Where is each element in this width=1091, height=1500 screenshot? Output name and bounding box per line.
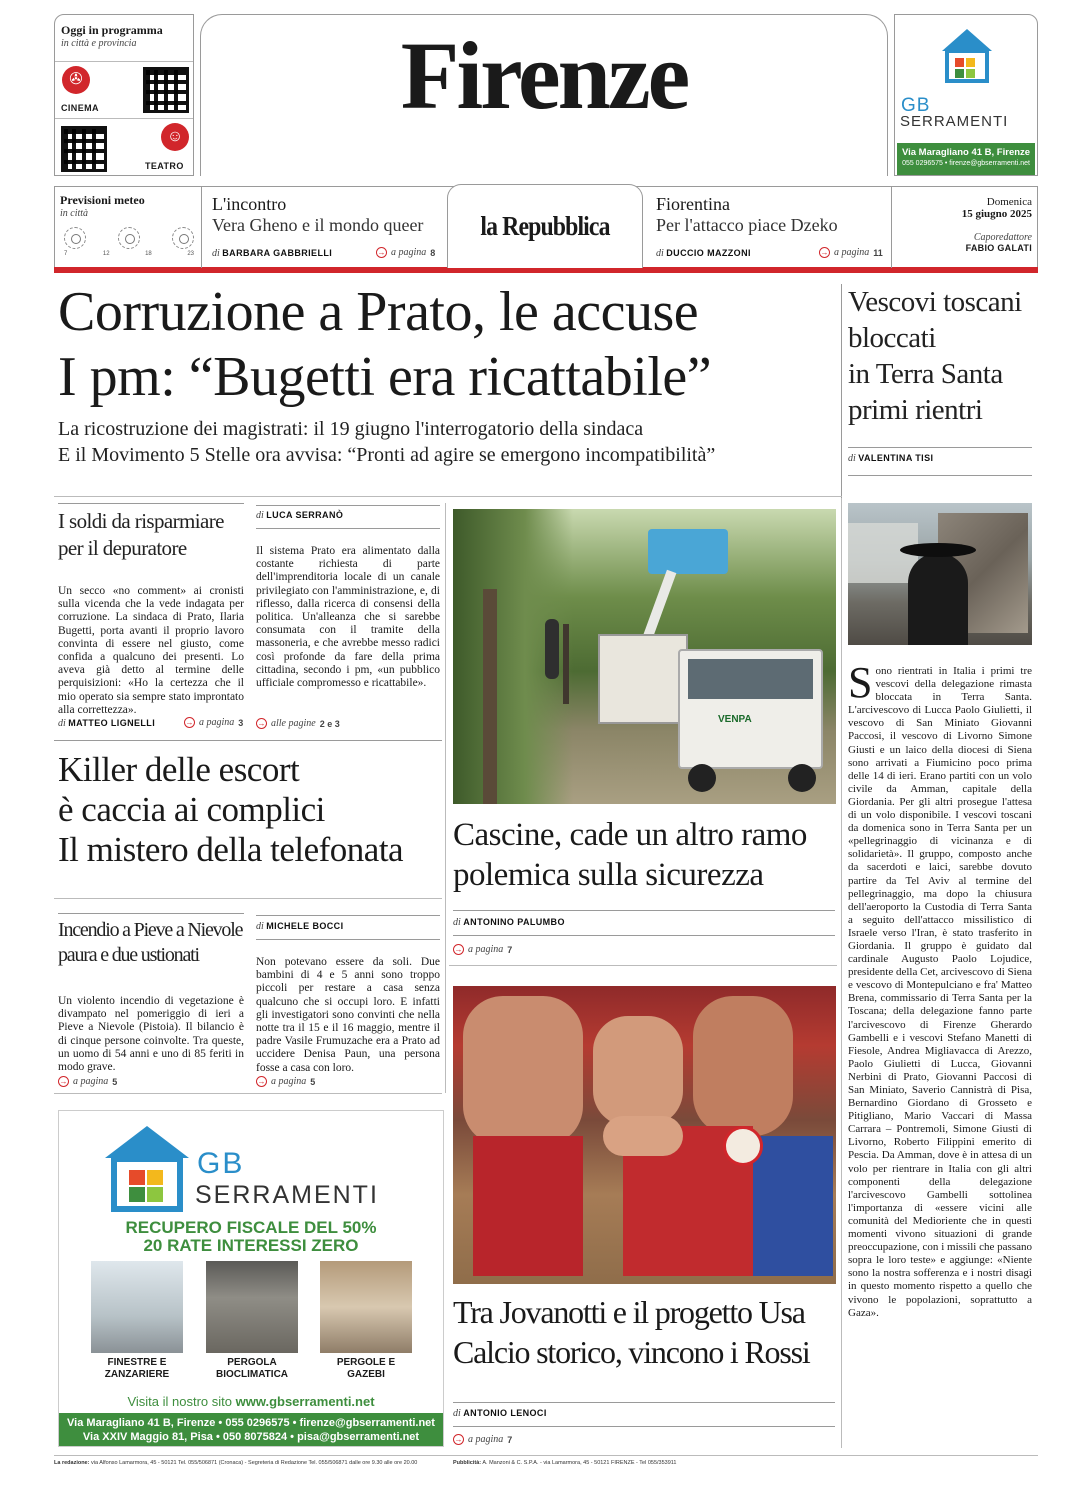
ad-top-brand-gb: GB xyxy=(901,95,931,116)
page-ref-label: a pagina xyxy=(391,247,427,258)
meteo-title: Previsioni meteo xyxy=(60,193,145,207)
lead-story[interactable] xyxy=(58,280,838,468)
author-name: BARBARA GABBRIELLI xyxy=(222,248,333,258)
ad-product-image xyxy=(206,1261,298,1353)
meteo-box xyxy=(60,193,196,263)
ad-big-promo-1: RECUPERO FISCALE DEL 50% xyxy=(125,1218,377,1237)
meteo-subtitle: in città xyxy=(60,208,89,219)
byline-prefix: di xyxy=(256,510,264,521)
calcio-headline-1: Tra Jovanotti e il progetto Usa xyxy=(453,1294,805,1330)
byline-prefix: di xyxy=(58,718,66,729)
footer-left-text: via Alfonso Lamarmora, 45 - 50121 Tel. 055/506871 (Cronaca) - Segreteria di Redazione Tel. 055/506871 dalle ore 9.30 alle ore 20.00 xyxy=(90,1460,418,1466)
footer-right-text: A. Manzoni & C. S.P.A. - via Lamarmora, 45 - 50121 FIRENZE - Tel 055/353911 xyxy=(482,1460,677,1466)
author-name: LUCA SERRANÒ xyxy=(266,510,344,520)
calcio-headline-2: Calcio storico, vincono i Rossi xyxy=(453,1334,810,1370)
ad-top-brand-serramenti: SERRAMENTI xyxy=(900,113,1009,130)
ad-product-label: PERGOLE E GAZEBI xyxy=(336,1357,396,1380)
teaser-title: Per l'attacco piace Dzeko xyxy=(656,215,838,235)
ad-big-brand-serramenti: SERRAMENTI xyxy=(195,1181,379,1209)
teatro-label[interactable]: TEATRO xyxy=(145,161,184,171)
lead-subheading-2: E il Movimento 5 Stelle ora avvisa: “Pronti ad agire se emergono incompatibilità” xyxy=(58,444,716,466)
footer-right-label: Pubblicità: xyxy=(453,1460,482,1466)
programma-title: Oggi in programma xyxy=(61,23,163,37)
byline-prefix: di xyxy=(848,453,856,464)
film-reel-icon: ✇ xyxy=(62,66,90,94)
masthead-title: Firenze xyxy=(400,22,688,129)
meteo-hour: 7 xyxy=(64,251,68,257)
byline-prefix: di xyxy=(453,1408,461,1419)
arrow-right-icon[interactable]: → xyxy=(257,719,266,728)
caporedattore-label: Caporedattore xyxy=(973,232,1032,243)
page-ref-number: 8 xyxy=(430,247,436,258)
ad-product-label: FINESTRE E ZANZARIERE xyxy=(104,1357,170,1380)
killer-headline-3: Il mistero della telefonata xyxy=(58,830,404,869)
cascine-photo xyxy=(453,509,836,804)
teaser-fiorentina[interactable] xyxy=(656,194,886,259)
page-ref-label: a pagina xyxy=(73,1076,109,1087)
footer-left-label: La redazione: xyxy=(54,1460,90,1466)
author-name: ANTONIO LENOCI xyxy=(463,1408,547,1418)
vescovi-headline-1: Vescovi toscani xyxy=(848,286,1022,318)
page-ref-number: 11 xyxy=(873,247,883,258)
teaser-kicker: L'incontro xyxy=(212,194,287,214)
vescovi-headline-4: primi rientri xyxy=(848,394,983,426)
cascine-headline-2: polemica sulla sicurezza xyxy=(453,857,764,893)
escort-body: Non potevano essere da soli. Due bambini di 4 e 5 anni sono troppo piccoli per restare a casa senza qualcuno che si occupi loro. E infatti gli investigatori sono convinti che nella notte tra il 15 e il 16 maggio, mentre il padre Vasile Frumuzache era a Prato ad uccidere Denisa Paun, una persona fosse a casa con loro. xyxy=(256,956,440,1074)
meteo-hour: 23 xyxy=(187,251,194,257)
page-ref-label: a pagina xyxy=(468,944,504,955)
page-ref-number: 7 xyxy=(507,944,513,955)
arrow-right-icon[interactable]: → xyxy=(257,1077,266,1086)
ad-top[interactable] xyxy=(894,14,1038,176)
ad-big-promo-2: 20 RATE INTERESSI ZERO xyxy=(143,1236,359,1255)
ad-big-brand-gb: GB xyxy=(197,1147,245,1180)
ad-top-address: Via Maragliano 41 B, Firenze xyxy=(901,147,1031,158)
programma-subtitle: in città e provincia xyxy=(61,38,137,49)
cascine-headline-1: Cascine, cade un altro ramo xyxy=(453,817,807,853)
house-logo-icon xyxy=(936,29,998,85)
byline-prefix: di xyxy=(656,248,664,259)
incendio-title[interactable]: Incendio a Pieve a Nievole paura e due ustionati xyxy=(58,919,243,966)
lead-headline-1: Corruzione a Prato, le accuse xyxy=(58,281,699,343)
lead-headline-2: I pm: “Bugetti era ricattabile” xyxy=(58,346,712,408)
page-ref-number: 7 xyxy=(507,1434,513,1445)
weather-sun-icon xyxy=(172,227,194,249)
page-ref-label: a pagina xyxy=(271,1076,307,1087)
depuratore-title[interactable]: I soldi da risparmiare per il depuratore xyxy=(58,509,224,560)
arrow-right-icon: → xyxy=(820,248,829,257)
arrow-right-icon[interactable]: → xyxy=(454,945,463,954)
byline-prefix: di xyxy=(453,917,461,928)
byline-prefix: di xyxy=(256,921,264,932)
ad-visit-prefix: Visita il nostro sito xyxy=(127,1394,232,1409)
theatre-mask-icon: ☺ xyxy=(161,123,189,151)
teaser-title: Vera Gheno e il mondo queer xyxy=(212,215,424,235)
author-name: MATTEO LIGNELLI xyxy=(68,718,156,728)
footer-redazione xyxy=(54,1460,417,1466)
ad-visit-site[interactable]: www.gbserramenti.net xyxy=(235,1394,375,1409)
arrow-right-icon[interactable]: → xyxy=(185,718,194,727)
republica-logo: la Repubblica xyxy=(480,211,610,241)
depuratore-body: Un secco «no comment» ai cronisti sulla vicenda che la vede indagata per corruzione. La sindaca di Prato, Ilaria Bugetti, porta avanti il proprio lavoro convinta di essere nel giusto, come confida a qualcuno dei presenti. Lo aveva già detto al termine delle perquisizioni: «Ho la certezza che il mio operato sia sempre stato improntato alla correttezza». xyxy=(58,585,244,716)
incendio-body: Un violento incendio di vegetazione è divampato nel pomeriggio di ieri a Pieve a Nievole (Pistoia). Il bilancio è di cinque persone coinvolte. Tra queste, un uomo di 54 anni e uno di 85 feriti in modo grave. xyxy=(58,995,244,1074)
meteo-hour: 18 xyxy=(145,251,152,257)
author-name: ANTONINO PALUMBO xyxy=(463,917,565,927)
vescovi-story[interactable] xyxy=(848,284,1034,428)
vescovi-body xyxy=(848,658,1032,1320)
page-ref-number: 5 xyxy=(112,1076,118,1087)
meteo-hour: 12 xyxy=(102,251,110,257)
killer-story[interactable] xyxy=(58,750,442,870)
ad-top-contacts: 055 0296575 • firenze@gbserramenti.net xyxy=(902,160,1030,167)
teaser-kicker: Fiorentina xyxy=(656,194,730,214)
sistema-body: Il sistema Prato era alimentato dalla costante richiesta di parte dell'imprenditoria locale di un canale privilegiato con l'amministrazione, e, di riflesso, dalla ricerca di consensi della politica. Un'alleanza che si sarebbe consumata con il tramite della massoneria, e che avrebbe messo radici così profonde da fare della prima cittadina, secondo i pm, «un pubblico ufficiale compromesso e ricattabile». xyxy=(256,545,440,690)
lead-subheading-1: La ricostruzione dei magistrati: il 19 giugno l'interrogatorio della sindaca xyxy=(58,418,644,440)
arrow-right-icon[interactable]: → xyxy=(59,1077,68,1086)
page-ref-number: 2 e 3 xyxy=(319,718,340,729)
page-ref-number: 3 xyxy=(238,717,244,728)
ad-big[interactable] xyxy=(58,1110,444,1447)
cinema-qr-code[interactable] xyxy=(143,67,189,113)
ad-big-address-2: Via XXIV Maggio 81, Pisa • 050 8075824 • pisa@gbserramenti.net xyxy=(82,1431,420,1443)
house-logo-icon xyxy=(101,1126,193,1216)
weather-sun-icon xyxy=(118,227,140,249)
ad-big-address-1: Via Maragliano 41 B, Firenze • 055 0296575 • firenze@gbserramenti.net xyxy=(67,1417,435,1429)
arrow-right-icon[interactable]: → xyxy=(454,1435,463,1444)
page-ref-label: alle pagine xyxy=(271,718,316,729)
date-day: Domenica xyxy=(986,196,1032,208)
ad-product-image xyxy=(320,1261,412,1353)
masthead-frame xyxy=(200,14,888,176)
calcio-story[interactable] xyxy=(453,1292,837,1372)
author-name: DUCCIO MAZZONI xyxy=(666,248,751,258)
date-box xyxy=(894,196,1032,253)
teatro-qr-code[interactable] xyxy=(61,126,107,172)
author-name: VALENTINA TISI xyxy=(858,453,934,463)
dropcap: S xyxy=(848,658,873,707)
byline-prefix: di xyxy=(212,248,220,259)
cinema-label[interactable]: CINEMA xyxy=(61,103,99,113)
ad-product-label: PERGOLA BIOCLIMATICA xyxy=(215,1357,289,1380)
author-name: MICHELE BOCCI xyxy=(266,921,344,931)
vescovi-headline-3: in Terra Santa xyxy=(848,358,1003,390)
killer-headline-2: è caccia ai complici xyxy=(58,790,325,829)
page-ref-label: a pagina xyxy=(199,717,235,728)
programma-box xyxy=(54,14,194,176)
page-ref-label: a pagina xyxy=(468,1434,504,1445)
calcio-photo xyxy=(453,986,836,1284)
truck-label: VENPA xyxy=(718,714,752,725)
caporedattore-name: FABIO GALATI xyxy=(965,243,1032,253)
page-ref-label: a pagina xyxy=(834,247,870,258)
teaser-incontro[interactable] xyxy=(212,194,442,259)
page-ref-number: 5 xyxy=(310,1076,316,1087)
footer-pubblicita xyxy=(453,1460,676,1466)
vescovi-headline-2: bloccati xyxy=(848,322,936,354)
arrow-right-icon: → xyxy=(377,248,386,257)
killer-headline-1: Killer delle escort xyxy=(58,750,300,789)
weather-sun-icon xyxy=(64,227,86,249)
ad-product-image xyxy=(91,1261,183,1353)
republica-tab xyxy=(447,184,643,268)
vescovi-photo xyxy=(848,503,1032,645)
date-full: 15 giugno 2025 xyxy=(961,208,1032,220)
cascine-story[interactable] xyxy=(453,815,837,895)
vescovi-body-text: ono rientrati in Italia i primi tre vescovi della delegazione rimasta bloccata in Terra Santa. L'arcivescovo di Lucca Paolo Giulietti, il vescovo di San Miniato Giovanni Paccosi, il vescovo di Livorno Simone Giusti e un laico della diocesi di Siena sono arrivati a Fiumicino poco prima delle 14 di ieri. Erano partiti con un volo civile da Amman, capitale della Giordania. Per gli altri prosegue l'attesa di un volo disponibile. I vescovi toscani da domenica sono in Terra Santa per un «pellegrinaggio di vicinanza e di solidarietà». Il gruppo, composto anche da sacerdoti e laici, sarebbe dovuto partire da Tel Aviv al termine del pellegrinaggio, ma dopo la chiusura dell'aeroporto la Custodia di Terra Santa a seguito dell'attacco missilistico di Israele verso l'Iran, è stato trasferito in Giordania. Il gruppo è guidato dal cardinale Augusto Paolo Lojudice, presidente della Cet, arcivescovo di Siena e vescovo di Montepulciano e fra' Matteo Brena, commissario di Terra Santa per la Toscana; della delegazione fanno parte l'arcivescovo di Firenze Gherardo Gambelli e i vescovi Stefano Manetti di Fiesole, Andrea Migliavacca di Arezzo, Paolo Giulietti di Lucca, Giovanni Nerbini di Prato, Giovanni Paccosi di San Miniato, Saverio Cannistrà di Pisa, Bernardino Giordano di Grosseto e Pitigliano, Mario Vaccari di Massa Carrara – Pontremoli, Simone Giusti di Livorno, Roberto Filippini emerito di Pescia. Da Amman, dove è in attesa di un volo per rientrare in Italia con gli altri componenti della delegazione l'arcivescovo Gambelli sottolinea l'importanza di «essere vicini alle comunità del Medioriente che in questi momenti vivono situazioni di grande preoccupazione, con i missili che passano sopra le loro teste» e aggiunge: «Niente sono la nostra sofferenza e i nostri disagi in questo momento rispetto a quello che vivono le popolazioni, soprattutto a Gaza». xyxy=(848,665,1032,1319)
